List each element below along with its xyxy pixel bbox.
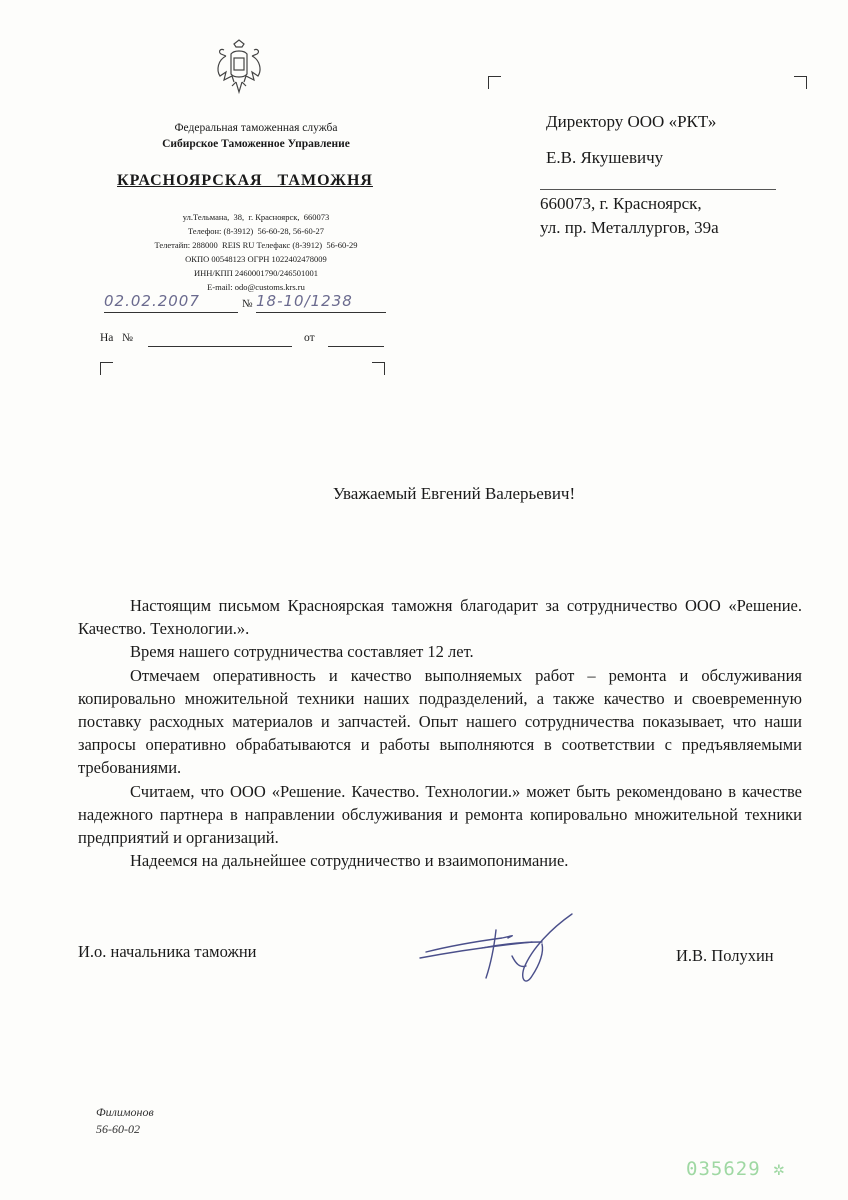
corner-mark-address-right	[794, 76, 807, 89]
corner-mark-bottom-right	[372, 362, 385, 375]
registration-date-underline	[104, 312, 238, 313]
reply-to-date-underline	[328, 346, 384, 347]
letterhead-okpo: ОКПО 00548123 ОГРН 1022402478009	[185, 254, 327, 264]
reply-to-date-label: от	[304, 332, 315, 344]
paragraph-quality: Отмечаем оперативность и качество выполняемых работ – ремонта и обслуживания копировально множительной техники наших подразделений, а также качество и своевременную поставку расходных материалов и запчастей. Опыт нашего сотрудничества показывает, что наши запросы оперативно обрабатываются и работы выполняются в соответствии с предъявляемыми требованиями.	[78, 665, 802, 778]
letterhead-title: КРАСНОЯРСКАЯ ТАМОЖНЯ	[117, 172, 373, 189]
letterhead-address: ул.Тельмана, 38, г. Красноярск, 660073	[182, 212, 330, 222]
reply-to-number-underline	[148, 346, 292, 347]
addressee-position: Директору ООО «РКТ»	[546, 112, 717, 131]
registration-number-label: №	[242, 298, 253, 310]
handwritten-signature	[412, 908, 592, 992]
double-headed-eagle-icon	[214, 38, 264, 96]
addressee-name: Е.В. Якушевичу	[546, 148, 664, 167]
letterhead-email: E-mail: odo@customs.krs.ru	[207, 282, 305, 292]
letterhead-teletype: Телетайп: 288000 REIS RU Телефакс (8-3912) 56-60-29	[154, 240, 358, 250]
addressee-city: 660073, г. Красноярск,	[540, 194, 702, 213]
letterhead-phone: Телефон: (8-3912) 56-60-28, 56-60-27	[187, 226, 325, 236]
letterhead-inn: ИНН/КПП 2460001790/246501001	[194, 268, 318, 278]
executor-phone: 56-60-02	[96, 1122, 140, 1136]
paragraph-duration: Время нашего сотрудничества составляет 12 лет.	[130, 642, 474, 662]
paragraph-recommendation: Считаем, что ООО «Решение. Качество. Технологии.» может быть рекомендовано в качестве надежного партнера в направлении обслуживания и ремонта копировально множительной техники предприятий и организаций.	[78, 781, 802, 848]
signatory-role: И.о. начальника таможни	[78, 942, 257, 961]
corner-mark-address-left	[488, 76, 501, 89]
letterhead-details	[100, 210, 412, 294]
signatory-name: И.В. Полухин	[676, 946, 774, 965]
registration-number: 18-10/1238	[256, 292, 353, 310]
letterhead-agency: Федеральная таможенная служба	[174, 122, 338, 134]
letterhead-department: Сибирское Таможенное Управление	[162, 138, 350, 150]
greeting: Уважаемый Евгений Валерьевич!	[332, 484, 576, 503]
addressee-divider	[540, 189, 776, 190]
registration-date: 02.02.2007	[104, 292, 200, 310]
letter-body	[78, 594, 802, 872]
document-serial-stamp: 035629 ✲	[686, 1158, 786, 1180]
executor-name: Филимонов	[96, 1105, 154, 1119]
paragraph-thanks: Настоящим письмом Красноярская таможня благодарит за сотрудничество ООО «Решение. Качество. Технологии.».	[78, 596, 802, 639]
addressee-street: ул. пр. Металлургов, 39а	[540, 218, 719, 237]
reply-to-label: На №	[100, 332, 134, 344]
registration-number-underline	[256, 312, 386, 313]
paragraph-closing: Надеемся на дальнейшее сотрудничество и взаимопонимание.	[130, 851, 569, 871]
corner-mark-bottom-left	[100, 362, 113, 375]
executor-info	[96, 1104, 154, 1138]
